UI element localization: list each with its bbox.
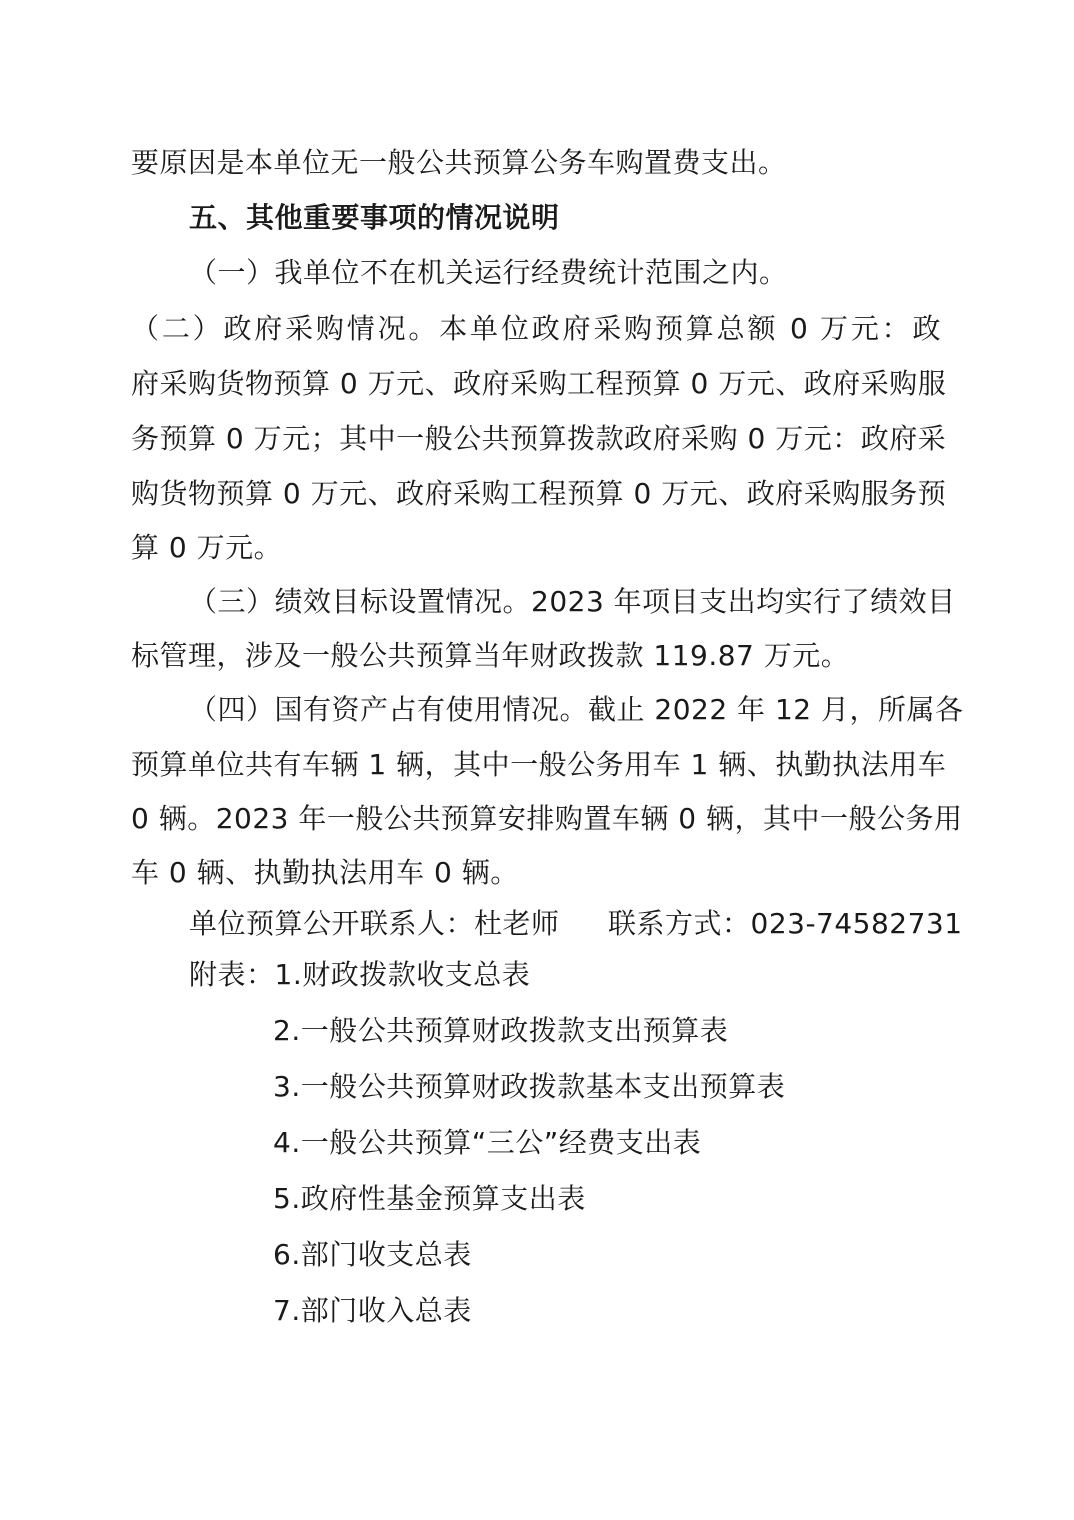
section-heading: 五、其他重要事项的情况说明 xyxy=(189,201,560,234)
attachment-item: 3.一般公共预算财政拨款基本支出预算表 xyxy=(273,1070,786,1103)
attachment-item: 4.一般公共预算“三公”经费支出表 xyxy=(273,1126,702,1159)
contact-method: 联系方式：023-74582731 xyxy=(608,907,963,940)
contact-person: 单位预算公开联系人：杜老师 xyxy=(189,907,560,940)
attachment-item: 7.部门收入总表 xyxy=(273,1294,472,1327)
paragraph-line: 务预算 0 万元；其中一般公共预算拨款政府采购 0 万元：政府采 xyxy=(131,422,947,455)
paragraph-line: （三）绩效目标设置情况。2023 年项目支出均实行了绩效目 xyxy=(189,585,956,618)
paragraph-line: 车 0 辆、执勤执法用车 0 辆。 xyxy=(131,856,519,889)
attachment-item: 6.部门收支总表 xyxy=(273,1238,472,1271)
paragraph-line: 购货物预算 0 万元、政府采购工程预算 0 万元、政府采购服务预 xyxy=(131,477,947,510)
paragraph-line: 算 0 万元。 xyxy=(131,531,283,564)
paragraph-line: 标管理，涉及一般公共预算当年财政拨款 119.87 万元。 xyxy=(131,639,850,672)
paragraph-line: 0 辆。2023 年一般公共预算安排购置车辆 0 辆，其中一般公务用 xyxy=(131,802,963,835)
paragraph-line: 预算单位共有车辆 1 辆，其中一般公务用车 1 辆、执勤执法用车 xyxy=(131,748,947,781)
paragraph-line: （一）我单位不在机关运行经费统计范围之内。 xyxy=(189,256,788,289)
paragraph-line: （四）国有资产占有使用情况。截止 2022 年 12 月，所属各 xyxy=(189,693,964,726)
attachment-item: 5.政府性基金预算支出表 xyxy=(273,1182,586,1215)
paragraph-line: 府采购货物预算 0 万元、政府采购工程预算 0 万元、政府采购服 xyxy=(131,367,947,400)
paragraph-line: （二）政府采购情况。本单位政府采购预算总额 0 万元：政 xyxy=(131,312,941,345)
paragraph-line: 要原因是本单位无一般公共预算公务车购置费支出。 xyxy=(131,146,787,179)
attachment-item: 2.一般公共预算财政拨款支出预算表 xyxy=(273,1014,729,1047)
attachments-label: 附表：1.财政拨款收支总表 xyxy=(189,958,531,991)
